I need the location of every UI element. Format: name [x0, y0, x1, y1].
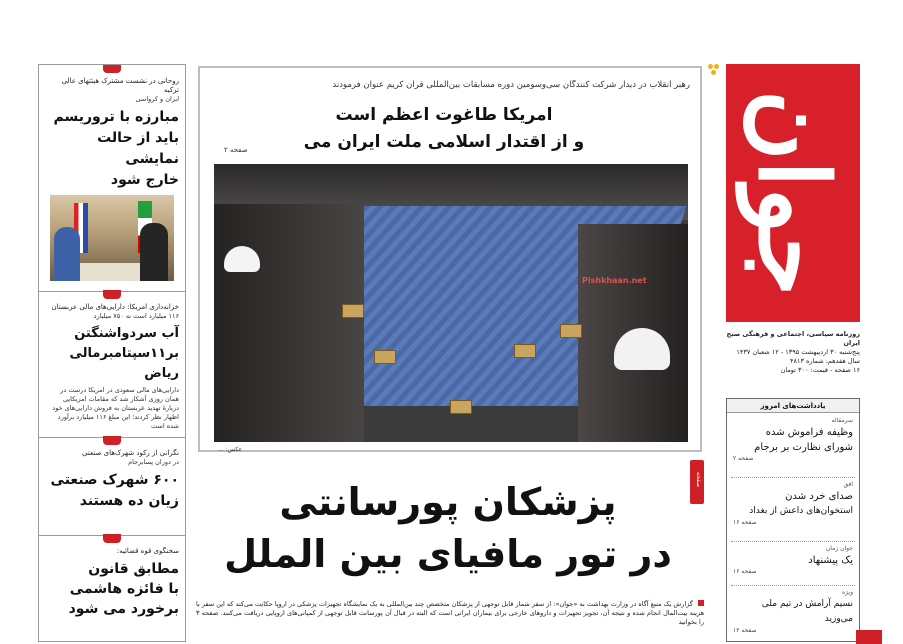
note-page-ref: صفحه ۱۲ [733, 627, 757, 634]
left-news-column [38, 64, 186, 642]
page-reference[interactable]: صفحه ۲ [224, 146, 248, 154]
story-headline-line: مبارزه با تروریسم [53, 109, 179, 125]
story-headline-line: خارج شود [110, 172, 179, 188]
lead-story-box[interactable] [198, 66, 702, 452]
note-headline-line: نسیم آرامش در تیم ملی می‌وزید [761, 599, 853, 624]
watermark-text: Pishkhaan.net [582, 276, 647, 285]
note-headline-line: یک پیشنهاد [808, 555, 853, 566]
note-item[interactable] [727, 417, 859, 463]
section-marker [103, 290, 121, 299]
story-headline-line: ۶۰۰ شهرک صنعتی [50, 472, 179, 488]
person-figure [54, 227, 80, 281]
story-headline-line: آب سردواشنگتن [74, 326, 179, 341]
story-kicker: نگرانی از رکود شهرک‌های صنعتی [82, 449, 179, 457]
masthead-info-line: روزنامه سیاسی، اجتماعی و فرهنگی صبح ایران [726, 330, 860, 347]
quran-stand [374, 350, 396, 364]
lead-title-line: امریکا طاغوت اعظم است [335, 105, 553, 125]
note-headline-line: شورای نظارت بر برجام [754, 442, 853, 453]
quran-stand [514, 344, 536, 358]
table-shape [80, 263, 140, 281]
lead-body-text [196, 600, 704, 627]
summit-photo [50, 195, 174, 281]
crowd-shape [214, 204, 364, 442]
story-headline-line: برخورد می شود [68, 601, 179, 617]
note-headline-line: صدای خرد شدن [785, 491, 853, 502]
story-kicker: خزانه‌داری امریکا: دارایی‌های مالی عربستان [51, 303, 179, 311]
today-notes-box [726, 398, 860, 642]
story-headline-line: باید از حالت نمایشی [97, 130, 179, 167]
divider [731, 477, 855, 478]
note-kicker: جوان زمان [825, 545, 853, 552]
masthead-info-line: ۱۶ صفحه - قیمت: ۳۰۰ تومان [780, 366, 860, 374]
story-headline-line: مطابق قانون [88, 561, 179, 577]
quran-stand [560, 324, 582, 338]
note-page-ref: صفحه ۱۶ [733, 568, 757, 575]
quran-stand [342, 304, 364, 318]
story-kicker: روحانی در نشست مشترک هیئتهای عالی ترکیه [61, 77, 179, 94]
page-tab-label: صفحه [695, 472, 702, 488]
divider [731, 585, 855, 586]
divider [731, 541, 855, 542]
corner-strip [856, 630, 882, 644]
main-headline-line: پزشکان پورسانتی [279, 480, 617, 524]
today-notes-title: یادداشت‌های امروز [727, 399, 859, 413]
quran-stand [450, 400, 472, 414]
note-kicker: افق [843, 481, 853, 488]
story-kicker-2: در دوران پسابرجام [128, 458, 179, 466]
masthead-info-line: سال هفدهم، شماره ۴۸۱۳ [789, 357, 860, 365]
main-headline[interactable] [210, 476, 686, 580]
lead-title-line: و از اقتدار اسلامی ملت ایران می [303, 132, 585, 152]
note-item[interactable] [727, 589, 859, 635]
note-item[interactable] [727, 545, 859, 576]
lead-body-ref[interactable]: صفحه ۳ را بخوانید [196, 609, 704, 626]
main-headline-line: در تور مافیای بین الملل [224, 532, 672, 576]
story-industrial-parks[interactable] [39, 437, 185, 512]
story-kicker-2: ۱۱۶ میلیارد است نه ۷۵۰ میلیارد [93, 312, 179, 320]
bullet-icon [698, 600, 704, 606]
note-item[interactable] [727, 481, 859, 527]
note-page-ref: صفحه ۲ [733, 455, 754, 462]
masthead-logo[interactable] [726, 64, 860, 322]
story-headline-line: بر۱۱سپتامبرمالی ریاض [69, 346, 179, 381]
note-page-ref: صفحه ۱۶ [733, 519, 757, 526]
section-marker [103, 64, 121, 73]
logo-dots-icon [708, 64, 720, 76]
story-judiciary[interactable] [39, 535, 185, 619]
photo-credit: عکس: ... [218, 446, 243, 453]
story-headline-line: زیان ده هستند [79, 493, 179, 509]
note-headline-line: وظیفه فراموش شده [765, 427, 853, 438]
story-body: دارایی‌های مالی سعودی در امریکا درست در همان روزی آشکار شد که مقامات امریکایی دربارهٔ تهدید عربستان به فروش دارایی‌های خود اظهار نظر کردند؛ این مبلغ ۱۱۶ میلیارد برآورد شده است [52, 386, 179, 430]
lead-kicker: رهبر انقلاب در دیدار شرکت کنندگان سی‌وسومین دوره مسابقات بین‌المللی قرآن کریم عنوان فرمودند [332, 80, 690, 90]
lead-photo [214, 164, 688, 442]
story-headline-line: با فائزه هاشمی [69, 581, 179, 597]
section-marker [103, 534, 121, 543]
masthead-name: جوان [737, 89, 850, 297]
story-terrorism[interactable] [39, 65, 185, 281]
masthead-info-line: پنج‌شنبه ۳۰ اردیبهشت ۱۳۹۵ - ۱۲ شعبان ۱۴۳۷ [736, 348, 860, 356]
person-figure [140, 223, 168, 281]
story-washington[interactable] [39, 291, 185, 431]
note-headline-line: استخوان‌های داعش از بغداد [749, 506, 853, 516]
note-kicker: سرمقاله [831, 417, 853, 424]
note-kicker: ویژه [841, 589, 853, 596]
story-kicker: سخنگوی قوه قضائیه: [116, 547, 179, 555]
masthead-info [726, 330, 860, 375]
story-kicker-2: ایران و کرواسی [135, 95, 179, 103]
lead-body-paragraph: گزارش یک منبع آگاه در وزارت بهداشت به «جوان»: از سفر شمار قابل توجهی از پزشکان متخصص چند بین‌المللی به یک نمایشگاه تجهیزات پزشکی در اروپا حکایت می‌کند که این سفر با هزینه بیت‌المال انجام شده و نتیجه آن، تجویز تجهیزات و داروهای خارجی برای بیماران ایرانی است که البته در قبال آن پورسانت قابل توجهی از کمپانی‌های اروپایی دریافت می‌کنند. [196, 600, 704, 617]
section-marker [103, 436, 121, 445]
